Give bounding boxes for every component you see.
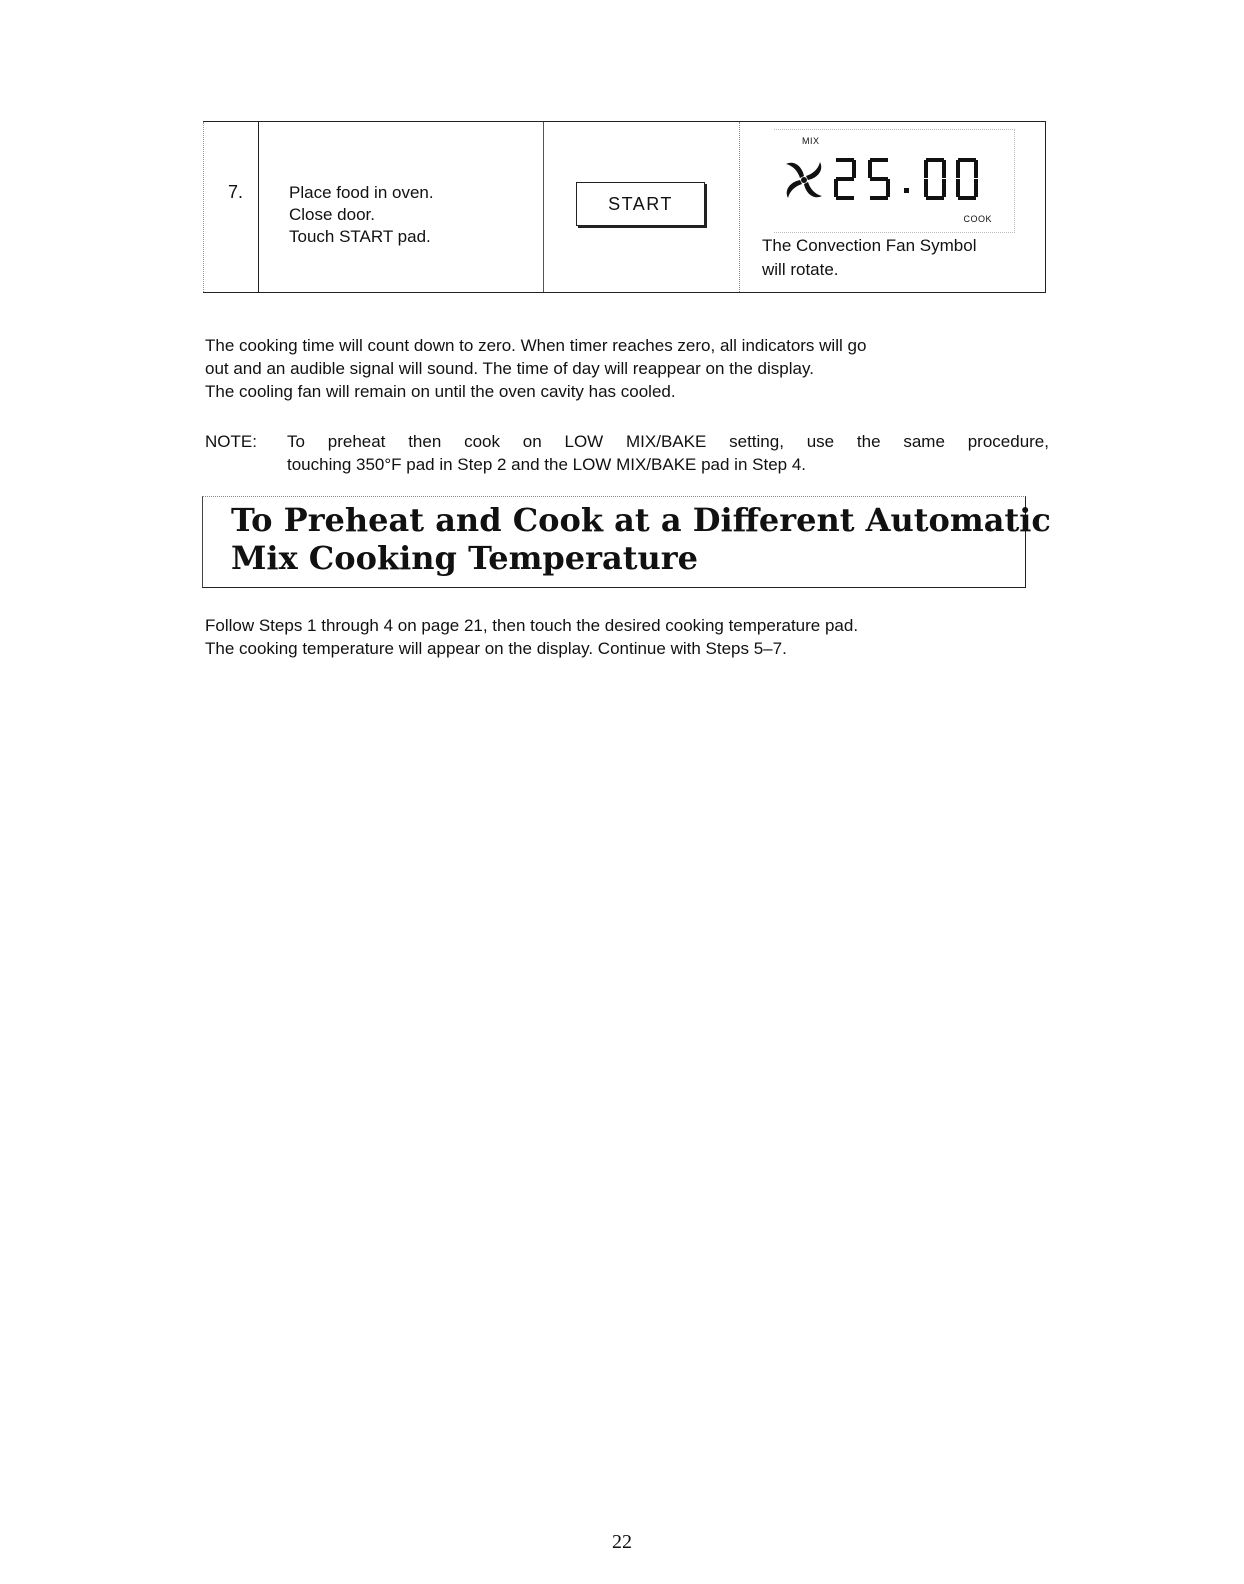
section-heading — [231, 501, 1051, 577]
lcd-digits — [834, 158, 978, 200]
paragraph-line: The cooling fan will remain on until the oven cavity has cooled. — [205, 382, 676, 401]
page-number: 22 — [612, 1531, 632, 1553]
step-pad-cell — [544, 122, 740, 292]
cook-indicator: COOK — [963, 214, 992, 224]
paragraph-line: The cooking temperature will appear on the display. Continue with Steps 5–7. — [205, 639, 787, 658]
note-line: touching 350°F pad in Step 2 and the LOW MIX/BAKE pad in Step 4. — [287, 455, 807, 474]
step-display-cell — [740, 122, 1046, 292]
caption-line: will rotate. — [762, 260, 839, 279]
instruction-line: Touch START pad. — [289, 227, 431, 246]
step-number: 7. — [228, 182, 244, 202]
lcd-display — [774, 129, 1015, 233]
instruction-line: Place food in oven. — [289, 183, 434, 202]
heading-line: To Preheat and Cook at a Different Automatic — [231, 501, 1051, 539]
note-line: To preheat then cook on LOW MIX/BAKE setting, use the same procedure, — [287, 432, 1049, 451]
lcd-readout — [774, 148, 1014, 212]
step-instructions — [289, 182, 434, 248]
follow-steps-paragraph — [205, 614, 1055, 660]
paragraph-line: The cooking time will count down to zero. When timer reaches zero, all indicators will go — [205, 336, 867, 355]
section-heading-box — [202, 496, 1051, 588]
step-table — [203, 121, 1046, 293]
step-instruction-cell — [259, 122, 544, 292]
heading-line: Mix Cooking Temperature — [231, 539, 699, 577]
step-number-cell — [203, 122, 259, 292]
paragraph-line: out and an audible signal will sound. The time of day will reappear on the display. — [205, 359, 814, 378]
instruction-line: Close door. — [289, 205, 375, 224]
countdown-paragraph — [205, 334, 1055, 403]
display-caption — [762, 234, 977, 282]
convection-fan-icon — [786, 162, 822, 198]
start-pad-illustration: START — [576, 182, 705, 226]
note-label: NOTE: — [205, 432, 257, 451]
mix-indicator: MIX — [802, 136, 820, 146]
paragraph-line: Follow Steps 1 through 4 on page 21, then touch the desired cooking temperature pad. — [205, 616, 859, 635]
caption-line: The Convection Fan Symbol — [762, 236, 977, 255]
